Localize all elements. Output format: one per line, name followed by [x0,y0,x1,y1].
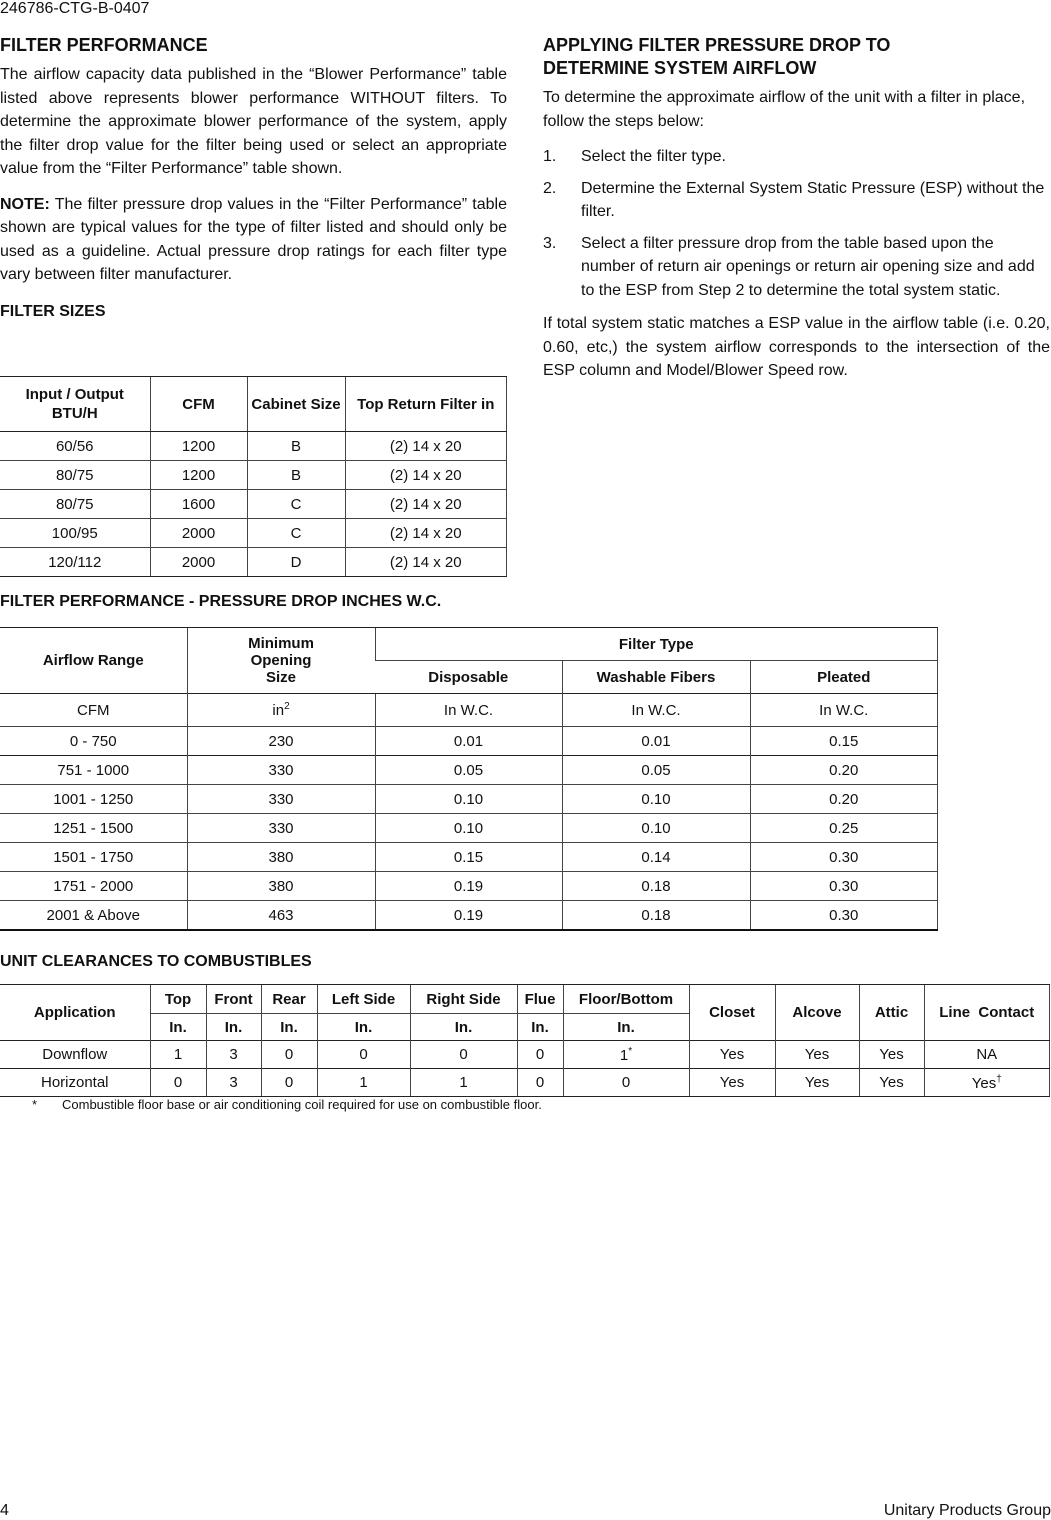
table-cell: 0.15 [750,727,938,756]
table-row [0,490,507,519]
table-cell: 230 [187,727,375,756]
table-cell: 1 [410,1069,517,1097]
table-cell: 2000 [150,548,247,577]
table-cell: 3 [206,1041,261,1069]
table-cell: 330 [187,785,375,814]
table-cell: 0.14 [562,843,750,872]
table-cell: 1200 [150,461,247,490]
table-row [0,756,938,785]
table-cell: 1600 [150,490,247,519]
column-header: Minimum Opening Size [187,628,375,694]
list-item [543,232,1050,303]
table-row [0,694,938,727]
table-cell: 1200 [150,432,247,461]
table-cell: Yes [689,1041,775,1069]
unit-header: In. [410,1014,517,1041]
table-cell: 0.05 [375,756,562,785]
table-cell: 0 [317,1041,410,1069]
table-cell: 1751 - 2000 [0,872,187,901]
column-header: Cabinet Size [247,377,345,432]
column-header: Right Side [410,985,517,1014]
column-header: Flue [517,985,563,1014]
footnote-marker: † [996,1073,1002,1085]
document-id: 246786-CTG-B-0407 [0,0,150,17]
filter-performance-table [0,627,938,931]
unit-header: In. [150,1014,206,1041]
table-cell: 0 [563,1069,689,1097]
filter-sizes-table [0,376,507,577]
unit-text: in [272,702,285,719]
table-cell: 0.20 [750,756,938,785]
steps-list [543,145,1050,302]
table-cell: 0.20 [750,785,938,814]
table-cell: (2) 14 x 20 [345,519,507,548]
table-cell: In W.C. [375,694,562,727]
table-cell: 0 [261,1041,317,1069]
table-row [0,461,507,490]
filter-performance-paragraph: The airflow capacity data published in the “Blower Performance” table listed above represents blower performance WITHOUT filters. To determine the approximate blower performance of the system, apply the filter drop value for the filter being used or select an appropriate value from the “Filter Performance” table shown. [0,66,507,177]
table-cell: Yes [859,1069,924,1097]
table-cell: 380 [187,843,375,872]
table-cell: 0 [517,1069,563,1097]
column-header: Rear [261,985,317,1014]
unit-header: In. [317,1014,410,1041]
table-cell: 0.10 [562,785,750,814]
note-text: The filter pressure drop values in the “Filter Performance” table shown are typical values for the type of filter listed and should only be used as a guideline. Actual pressure drop ratings for each filter type vary between filter manufacturer. [0,195,507,283]
closing-paragraph: If total system static matches a ESP value in the airflow table (i.e. 0.20, 0.60, etc,) the system airflow corresponds to the intersection of the ESP column and Model/Blower Speed row. [543,315,1050,379]
filter-performance-heading: FILTER PERFORMANCE [0,35,208,55]
column-header: Filter Type [375,628,938,661]
unit-superscript: 2 [284,701,290,712]
unit-header: In. [563,1014,689,1041]
table-cell: 1 [317,1069,410,1097]
table-row [0,432,507,461]
table-cell: 100/95 [0,519,150,548]
table-cell: 1001 - 1250 [0,785,187,814]
table-cell: B [247,461,345,490]
column-header: Floor/Bottom [563,985,689,1014]
table-cell: In W.C. [562,694,750,727]
table-cell [563,1041,689,1069]
page-number: 4 [0,1502,9,1519]
column-header: Alcove [775,985,859,1041]
table-cell: 2001 & Above [0,901,187,931]
table-row [0,1041,1050,1069]
table-cell: 80/75 [0,490,150,519]
intro-paragraph: To determine the approximate airflow of the unit with a filter in place, follow the steps below: [543,89,1026,130]
table-row [0,814,938,843]
table-row [0,548,507,577]
footnote-mark: * [32,1097,38,1112]
perf-table-title: FILTER PERFORMANCE - PRESSURE DROP INCHES W.C. [0,593,442,610]
clearances-table [0,984,1050,1097]
left-column [0,34,507,321]
cell-value: 1 [619,1046,629,1064]
footnote [32,1097,542,1112]
table-cell: 0.19 [375,872,562,901]
table-cell: CFM [0,694,187,727]
column-header: Attic [859,985,924,1041]
heading-line-1: APPLYING FILTER PRESSURE DROP TO [543,35,891,55]
table-cell: 0 - 750 [0,727,187,756]
publisher-name: Unitary Products Group [883,1502,1051,1519]
table-row [0,785,938,814]
column-header: Closet [689,985,775,1041]
right-column [543,34,1050,395]
step-number: 2. [543,179,557,197]
table-cell: In W.C. [750,694,938,727]
table-cell: 80/75 [0,461,150,490]
step-text: Determine the External System Static Pressure (ESP) without the filter. [581,179,1045,220]
footnote-marker: * [628,1045,633,1057]
table-cell: C [247,519,345,548]
step-text: Select a filter pressure drop from the table based upon the number of return air openings or return air opening size and add to the ESP from Step 2 to determine the total system static. [581,234,1035,299]
table-cell: Yes [689,1069,775,1097]
clearances-title: UNIT CLEARANCES TO COMBUSTIBLES [0,953,312,970]
table-cell: Yes [775,1041,859,1069]
table-cell: 463 [187,901,375,931]
column-header: Disposable [375,661,562,694]
table-row [0,843,938,872]
column-header: Line Contact [924,985,1050,1041]
table-cell [187,694,375,727]
table-cell: 0 [517,1041,563,1069]
column-header: Application [0,985,150,1041]
table-cell: 1501 - 1750 [0,843,187,872]
table-cell: 0.30 [750,843,938,872]
table-cell: 0.30 [750,872,938,901]
table-cell: 0.19 [375,901,562,931]
table-cell: (2) 14 x 20 [345,548,507,577]
table-cell: 0.15 [375,843,562,872]
column-header: Input / Output BTU/H [0,377,150,432]
table-cell: 120/112 [0,548,150,577]
table-cell: Yes [859,1041,924,1069]
column-header: Washable Fibers [562,661,750,694]
step-number: 1. [543,148,557,165]
table-cell: 380 [187,872,375,901]
table-cell: NA [924,1041,1050,1069]
note-label: NOTE: [0,195,50,213]
table-cell: 1 [150,1041,206,1069]
applying-filter-heading [543,34,1050,80]
list-item [543,145,1050,169]
table-cell: 0 [150,1069,206,1097]
table-cell: 2000 [150,519,247,548]
table-cell: 60/56 [0,432,150,461]
table-cell: 0.01 [375,727,562,756]
table-cell: 0.25 [750,814,938,843]
table-cell: 0.30 [750,901,938,931]
column-header: CFM [150,377,247,432]
table-row [0,872,938,901]
column-header: Top [150,985,206,1014]
table-cell: 0 [261,1069,317,1097]
list-item [543,177,1050,224]
table-cell: B [247,432,345,461]
table-cell [924,1069,1050,1097]
table-cell: C [247,490,345,519]
table-cell: 0.18 [562,872,750,901]
table-cell: Downflow [0,1041,150,1069]
table-cell: 0 [410,1041,517,1069]
table-cell: 751 - 1000 [0,756,187,785]
table-cell: 0.10 [562,814,750,843]
table-cell: 3 [206,1069,261,1097]
step-number: 3. [543,234,557,252]
table-cell: 0.18 [562,901,750,931]
table-cell: D [247,548,345,577]
table-row [0,727,938,756]
table-cell: 0.10 [375,785,562,814]
column-header: Pleated [750,661,938,694]
cell-value: Yes [971,1074,997,1092]
unit-header: In. [206,1014,261,1041]
table-row [0,1069,1050,1097]
heading-line-2: DETERMINE SYSTEM AIRFLOW [543,58,817,78]
note-paragraph [0,193,507,287]
table-cell: (2) 14 x 20 [345,461,507,490]
table-cell: Yes [775,1069,859,1097]
column-header: Left Side [317,985,410,1014]
unit-header: In. [261,1014,317,1041]
column-header: Airflow Range [0,628,187,694]
table-cell: (2) 14 x 20 [345,432,507,461]
table-cell: 0.05 [562,756,750,785]
table-cell: 0.10 [375,814,562,843]
table-cell: (2) 14 x 20 [345,490,507,519]
table-cell: 330 [187,814,375,843]
column-header: Front [206,985,261,1014]
footnote-text: Combustible floor base or air conditioning coil required for use on combustible floor. [62,1097,542,1112]
table-cell: 1251 - 1500 [0,814,187,843]
step-text: Select the filter type. [581,148,726,165]
table-cell: 0.01 [562,727,750,756]
unit-header: In. [517,1014,563,1041]
filter-sizes-heading: FILTER SIZES [0,302,106,320]
table-cell: 330 [187,756,375,785]
table-row [0,901,938,931]
table-cell: Horizontal [0,1069,150,1097]
column-header: Top Return Filter in [345,377,507,432]
table-row [0,519,507,548]
